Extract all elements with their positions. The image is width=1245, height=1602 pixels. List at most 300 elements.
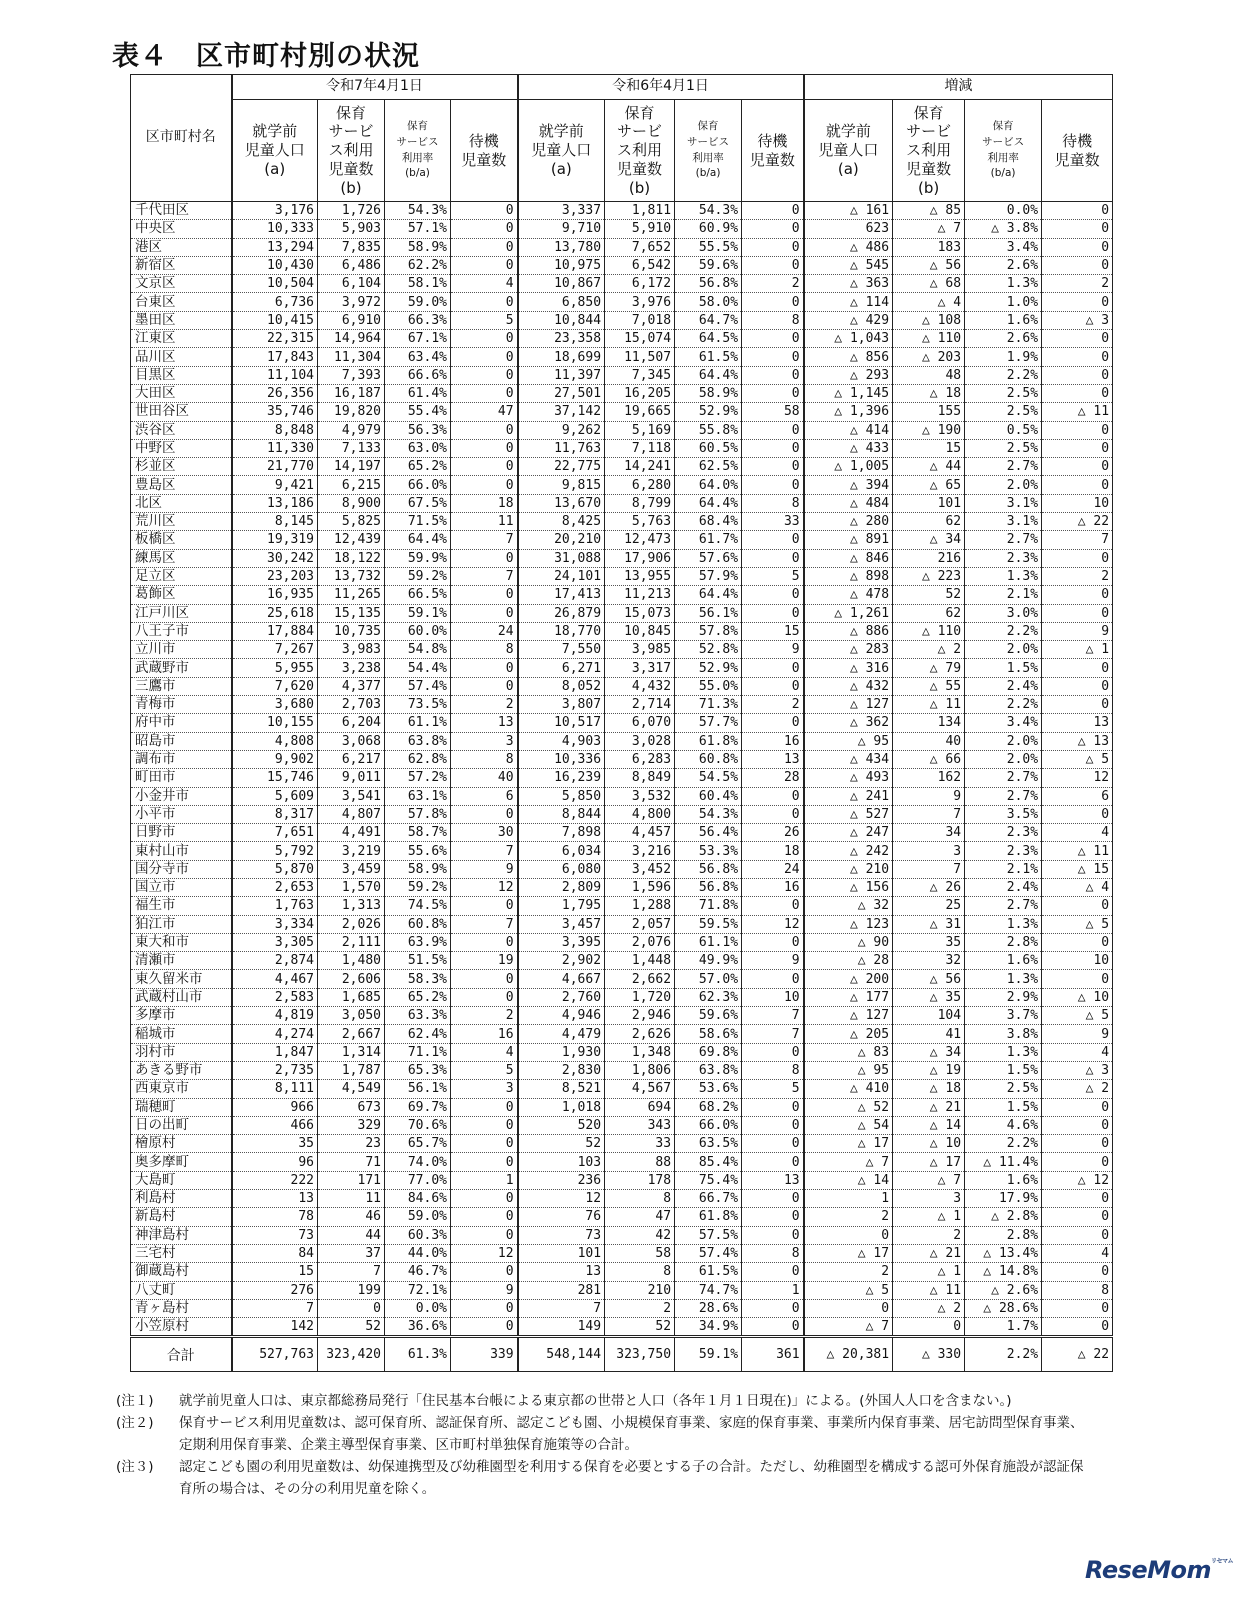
table-cell: 0 [1042, 696, 1113, 714]
table-cell: 3,395 [518, 933, 605, 951]
table-cell: 11,213 [605, 586, 675, 604]
table-cell: △ 3 [1042, 311, 1113, 329]
table-cell: 8 [605, 1190, 675, 1208]
table-cell: 18,770 [518, 622, 605, 640]
municipality-name: 武蔵村山市 [131, 988, 232, 1006]
table-cell: 0 [1042, 805, 1113, 823]
table-cell: 329 [318, 1116, 385, 1134]
table-cell: 7 [451, 842, 518, 860]
table-cell: 1,795 [518, 897, 605, 915]
table-cell: 15,074 [605, 330, 675, 348]
table-cell: △ 18 [893, 384, 965, 402]
table-cell: 2.7% [965, 458, 1042, 476]
municipality-name: 杉並区 [131, 458, 232, 476]
table-cell: 1,314 [318, 1043, 385, 1061]
table-cell: 3,219 [318, 842, 385, 860]
table-cell: 10,336 [518, 750, 605, 768]
table-cell: 103 [518, 1153, 605, 1171]
table-cell: 2.5% [965, 439, 1042, 457]
table-cell: 2.0% [965, 750, 1042, 768]
table-cell: 2,057 [605, 915, 675, 933]
table-row [131, 348, 1113, 366]
table-cell: 0 [1042, 238, 1113, 256]
table-cell: 26 [742, 824, 804, 842]
table-cell: 2.8% [965, 1226, 1042, 1244]
table-cell: 0 [451, 897, 518, 915]
table-cell: 60.8% [675, 750, 742, 768]
table-cell: 15,073 [605, 604, 675, 622]
table-cell: 14,964 [318, 330, 385, 348]
total-cell: 323,420 [318, 1337, 385, 1372]
table-cell: 27,501 [518, 384, 605, 402]
table-cell: 61.4% [385, 384, 451, 402]
table-row [131, 330, 1113, 348]
municipality-name: 武蔵野市 [131, 659, 232, 677]
table-cell: 5,169 [605, 421, 675, 439]
table-cell: 63.1% [385, 787, 451, 805]
table-cell: 18,699 [518, 348, 605, 366]
table-cell: 8 [451, 641, 518, 659]
table-cell: 183 [893, 238, 965, 256]
table-cell: 5,955 [232, 659, 318, 677]
table-cell: 6,283 [605, 750, 675, 768]
table-cell: 64.4% [675, 494, 742, 512]
table-row [131, 805, 1113, 823]
table-cell: 9,902 [232, 750, 318, 768]
table-cell: 0 [742, 604, 804, 622]
table-row [131, 1318, 1113, 1337]
table-cell: 3,459 [318, 860, 385, 878]
table-cell: 55.8% [675, 421, 742, 439]
table-cell: △ 247 [804, 824, 893, 842]
municipality-name: 豊島区 [131, 476, 232, 494]
table-cell: 6,271 [518, 659, 605, 677]
municipality-name: 東村山市 [131, 842, 232, 860]
table-cell: 10,867 [518, 275, 605, 293]
table-cell: 1,763 [232, 897, 318, 915]
table-cell: △ 5 [1042, 915, 1113, 933]
table-cell: 58.1% [385, 275, 451, 293]
table-cell: 33 [605, 1135, 675, 1153]
table-row [131, 622, 1113, 640]
table-cell: 0 [451, 1153, 518, 1171]
table-cell: 61.5% [675, 1263, 742, 1281]
header-use-0: 保育 サービ ス利用 児童数 (b) [318, 100, 385, 202]
table-cell: 1,720 [605, 988, 675, 1006]
table-cell: 59.0% [385, 293, 451, 311]
table-cell: 3,457 [518, 915, 605, 933]
table-row [131, 513, 1113, 531]
table-cell: 40 [893, 732, 965, 750]
table-cell: △ 66 [893, 750, 965, 768]
table-cell: 0 [1042, 549, 1113, 567]
table-cell: 7 [742, 1025, 804, 1043]
municipality-name: 西東京市 [131, 1080, 232, 1098]
municipality-name: 府中市 [131, 714, 232, 732]
table-cell: 0 [1042, 348, 1113, 366]
table-cell: 0 [742, 677, 804, 695]
note-label: (注１) [116, 1393, 154, 1409]
table-cell: 0 [1042, 1190, 1113, 1208]
table-cell: 32 [893, 952, 965, 970]
table-cell: △ 5 [804, 1281, 893, 1299]
table-cell: 9,262 [518, 421, 605, 439]
table-cell: 58.0% [675, 293, 742, 311]
table-cell: 54.8% [385, 641, 451, 659]
table-cell: 0 [742, 1043, 804, 1061]
municipality-name: 目黒区 [131, 366, 232, 384]
table-cell: 0 [451, 604, 518, 622]
table-cell: △ 3 [1042, 1061, 1113, 1079]
table-cell: 2 [893, 1226, 965, 1244]
table-cell: 44.0% [385, 1244, 451, 1262]
table-cell: 8,849 [605, 769, 675, 787]
table-cell: 0 [1042, 1263, 1113, 1281]
table-cell: 0 [451, 439, 518, 457]
notes [116, 1390, 1096, 1500]
table-cell: 54.3% [675, 805, 742, 823]
table-cell: 59.2% [385, 878, 451, 896]
table-cell: 62.5% [675, 458, 742, 476]
table-cell: 71.3% [675, 696, 742, 714]
table-cell: 2,626 [605, 1025, 675, 1043]
table-cell: 5,870 [232, 860, 318, 878]
table-cell: 52 [893, 586, 965, 604]
table-cell: 2,703 [318, 696, 385, 714]
table-cell: 73 [518, 1226, 605, 1244]
table-cell: 55.0% [675, 677, 742, 695]
table-cell: 2.0% [965, 476, 1042, 494]
table-cell: 6,215 [318, 476, 385, 494]
table-cell: △ 21 [893, 1244, 965, 1262]
table-cell: 3.1% [965, 494, 1042, 512]
table-cell: 47 [605, 1208, 675, 1226]
table-cell: 69.8% [675, 1043, 742, 1061]
table-cell: 52 [318, 1318, 385, 1337]
table-cell: 17,843 [232, 348, 318, 366]
table-cell: 60.4% [675, 787, 742, 805]
municipality-name: 国立市 [131, 878, 232, 896]
municipality-name: あきる野市 [131, 1061, 232, 1079]
table-row [131, 952, 1113, 970]
table-cell: 0 [742, 1208, 804, 1226]
table-cell: 4,800 [605, 805, 675, 823]
table-cell: 0 [318, 1299, 385, 1317]
table-cell: △ 2.6% [965, 1281, 1042, 1299]
table-cell: 68.4% [675, 513, 742, 531]
table-cell: 64.4% [385, 531, 451, 549]
table-cell: △ 241 [804, 787, 893, 805]
table-cell: △ 11 [893, 1281, 965, 1299]
table-cell: △ 223 [893, 567, 965, 585]
table-row [131, 659, 1113, 677]
municipality-name: 中野区 [131, 439, 232, 457]
table-cell: 2.1% [965, 586, 1042, 604]
table-cell: 2.3% [965, 549, 1042, 567]
table-cell: 5 [451, 311, 518, 329]
table-cell: △ 242 [804, 842, 893, 860]
table-cell: 33 [742, 513, 804, 531]
table-cell: 0 [451, 1299, 518, 1317]
municipality-table [130, 74, 1113, 1372]
table-cell: 1.0% [965, 293, 1042, 311]
table-cell: △ 545 [804, 256, 893, 274]
table-cell: 16,239 [518, 769, 605, 787]
table-cell: △ 1,145 [804, 384, 893, 402]
table-cell: 23 [318, 1135, 385, 1153]
table-cell: △ 316 [804, 659, 893, 677]
table-cell: 149 [518, 1318, 605, 1337]
table-row [131, 1281, 1113, 1299]
table-cell: 57.4% [675, 1244, 742, 1262]
table-cell: 1.7% [965, 1318, 1042, 1337]
table-cell: 61.7% [675, 531, 742, 549]
table-cell: 16,187 [318, 384, 385, 402]
table-cell: 30,242 [232, 549, 318, 567]
table-cell: 281 [518, 1281, 605, 1299]
table-cell: 0 [451, 293, 518, 311]
table-cell: 2.8% [965, 933, 1042, 951]
table-cell: 4 [1042, 1043, 1113, 1061]
municipality-name: 三鷹市 [131, 677, 232, 695]
table-cell: 101 [518, 1244, 605, 1262]
table-cell: 1,288 [605, 897, 675, 915]
table-cell: 162 [893, 769, 965, 787]
table-row [131, 860, 1113, 878]
table-cell: 7 [232, 1299, 318, 1317]
municipality-name: 新宿区 [131, 256, 232, 274]
table-cell: 55.5% [675, 238, 742, 256]
note-text: 就学前児童人口は、東京都総務局発行「住民基本台帳による東京都の世帯と人口（各年１月１日現在)」による。(外国人人口を含まない。) [179, 1393, 1012, 1409]
table-row [131, 421, 1113, 439]
table-cell: 2.6% [965, 330, 1042, 348]
table-cell: 14,197 [318, 458, 385, 476]
table-number: 表４ [112, 41, 168, 72]
table-row [131, 1171, 1113, 1189]
table-cell: 14,241 [605, 458, 675, 476]
table-row [131, 384, 1113, 402]
table-cell: 1,806 [605, 1061, 675, 1079]
table-cell: 210 [605, 1281, 675, 1299]
table-cell: 63.8% [385, 732, 451, 750]
table-cell: △ 95 [804, 1061, 893, 1079]
table-row [131, 1061, 1113, 1079]
resemom-logo [1085, 1556, 1233, 1584]
table-cell: 7 [1042, 531, 1113, 549]
table-cell: 57.0% [675, 970, 742, 988]
table-cell: △ 108 [893, 311, 965, 329]
table-cell: △ 127 [804, 696, 893, 714]
municipality-name: 小平市 [131, 805, 232, 823]
table-cell: 0 [742, 1098, 804, 1116]
total-cell: 2.2% [965, 1337, 1042, 1372]
municipality-name: 中央区 [131, 220, 232, 238]
table-cell: 2 [742, 696, 804, 714]
table-cell: 1.3% [965, 970, 1042, 988]
table-cell: △ 28 [804, 952, 893, 970]
table-cell: 74.5% [385, 897, 451, 915]
table-cell: 6,542 [605, 256, 675, 274]
table-cell: 0.0% [385, 1299, 451, 1317]
table-cell: 0 [742, 714, 804, 732]
table-cell: △ 1 [893, 1208, 965, 1226]
table-cell: 0 [742, 531, 804, 549]
table-cell: 22,315 [232, 330, 318, 348]
table-cell: 0 [893, 1318, 965, 1337]
table-cell: 101 [893, 494, 965, 512]
table-cell: 134 [893, 714, 965, 732]
table-cell: 63.9% [385, 933, 451, 951]
table-cell: 2,076 [605, 933, 675, 951]
table-cell: 53.3% [675, 842, 742, 860]
table-cell: 64.4% [675, 586, 742, 604]
table-cell: 3.0% [965, 604, 1042, 622]
table-cell: 11 [451, 513, 518, 531]
table-cell: 4,903 [518, 732, 605, 750]
table-cell: 12 [1042, 769, 1113, 787]
table-cell: 7 [451, 915, 518, 933]
table-cell: 7,898 [518, 824, 605, 842]
table-cell: 9,011 [318, 769, 385, 787]
table-cell: 1,570 [318, 878, 385, 896]
table-row [131, 769, 1113, 787]
table-cell: 5,609 [232, 787, 318, 805]
table-cell: 0 [742, 1116, 804, 1134]
table-row [131, 275, 1113, 293]
table-cell: 34.9% [675, 1318, 742, 1337]
table-cell: 6,910 [318, 311, 385, 329]
table-cell: 3 [893, 1190, 965, 1208]
table-cell: 66.6% [385, 366, 451, 384]
header-wait-1: 待機 児童数 [742, 100, 804, 202]
table-row [131, 641, 1113, 659]
table-cell: 2.7% [965, 531, 1042, 549]
table-cell: 62 [893, 604, 965, 622]
table-cell: 7,345 [605, 366, 675, 384]
table-cell: △ 14 [893, 1116, 965, 1134]
table-cell: 0 [1042, 256, 1113, 274]
table-cell: 84.6% [385, 1190, 451, 1208]
table-cell: 16 [451, 1025, 518, 1043]
table-cell: 4,377 [318, 677, 385, 695]
table-cell: 0.0% [965, 202, 1042, 220]
table-cell: 3,452 [605, 860, 675, 878]
table-cell: 11,507 [605, 348, 675, 366]
table-cell: 9 [893, 787, 965, 805]
table-cell: 3,317 [605, 659, 675, 677]
table-cell: 62.2% [385, 256, 451, 274]
table-cell: 0 [1042, 202, 1113, 220]
table-cell: 13 [1042, 714, 1113, 732]
table-cell: 57.1% [385, 220, 451, 238]
table-cell: 59.1% [385, 604, 451, 622]
table-cell: 65.2% [385, 988, 451, 1006]
municipality-name: 大島町 [131, 1171, 232, 1189]
table-cell: 62.8% [385, 750, 451, 768]
table-row [131, 714, 1113, 732]
table-cell: 5 [742, 567, 804, 585]
table-cell: 61.8% [675, 732, 742, 750]
table-cell: △ 110 [893, 622, 965, 640]
table-cell: 62.4% [385, 1025, 451, 1043]
table-cell: 2.5% [965, 403, 1042, 421]
table-cell: 0 [742, 1190, 804, 1208]
table-cell: △ 11 [1042, 403, 1113, 421]
municipality-name: 江東区 [131, 330, 232, 348]
table-cell: △ 34 [893, 1043, 965, 1061]
table-row [131, 878, 1113, 896]
table-cell: 1.3% [965, 1043, 1042, 1061]
header-pop-2: 就学前 児童人口 (a) [804, 100, 893, 202]
table-cell: 7,267 [232, 641, 318, 659]
municipality-name: 稲城市 [131, 1025, 232, 1043]
table-cell: 4,567 [605, 1080, 675, 1098]
table-row [131, 531, 1113, 549]
table-cell: 5,763 [605, 513, 675, 531]
table-cell: △ 362 [804, 714, 893, 732]
table-row [131, 1153, 1113, 1171]
table-cell: 0 [1042, 1116, 1113, 1134]
table-cell: 6,850 [518, 293, 605, 311]
table-cell: 84 [232, 1244, 318, 1262]
total-row [131, 1337, 1113, 1372]
table-cell: 1,787 [318, 1061, 385, 1079]
table-cell: 1,726 [318, 202, 385, 220]
municipality-name: 台東区 [131, 293, 232, 311]
table-cell: △ 79 [893, 659, 965, 677]
table-cell: △ 56 [893, 256, 965, 274]
table-cell: 6,034 [518, 842, 605, 860]
table-cell: 57.2% [385, 769, 451, 787]
table-cell: △ 21 [893, 1098, 965, 1116]
table-cell: 2 [451, 1007, 518, 1025]
table-cell: 216 [893, 549, 965, 567]
table-cell: 60.5% [675, 439, 742, 457]
table-cell: 76 [518, 1208, 605, 1226]
municipality-name: 日の出町 [131, 1116, 232, 1134]
table-cell: 2,662 [605, 970, 675, 988]
table-cell: 11,104 [232, 366, 318, 384]
municipality-name: 八丈町 [131, 1281, 232, 1299]
table-cell: △ 432 [804, 677, 893, 695]
table-cell: 7 [451, 531, 518, 549]
table-cell: 57.6% [675, 549, 742, 567]
municipality-name: 多摩市 [131, 1007, 232, 1025]
table-cell: 7,652 [605, 238, 675, 256]
table-cell: △ 1 [1042, 641, 1113, 659]
table-cell: △ 4 [1042, 878, 1113, 896]
table-cell: 0 [1042, 220, 1113, 238]
table-cell: 0 [451, 421, 518, 439]
table-cell: 0 [1042, 293, 1113, 311]
table-cell: 28 [742, 769, 804, 787]
table-cell: 15,135 [318, 604, 385, 622]
municipality-name: 国分寺市 [131, 860, 232, 878]
table-cell: 2,606 [318, 970, 385, 988]
table-cell: 58 [605, 1244, 675, 1262]
table-cell: 2,946 [605, 1007, 675, 1025]
table-cell: 0 [742, 220, 804, 238]
table-row [131, 293, 1113, 311]
table-cell: 66.7% [675, 1190, 742, 1208]
table-cell: △ 68 [893, 275, 965, 293]
table-cell: 3.7% [965, 1007, 1042, 1025]
table-cell: 10,735 [318, 622, 385, 640]
table-cell: △ 13.4% [965, 1244, 1042, 1262]
table-cell: 1 [804, 1190, 893, 1208]
table-cell: 8,425 [518, 513, 605, 531]
table-cell: 59.2% [385, 567, 451, 585]
